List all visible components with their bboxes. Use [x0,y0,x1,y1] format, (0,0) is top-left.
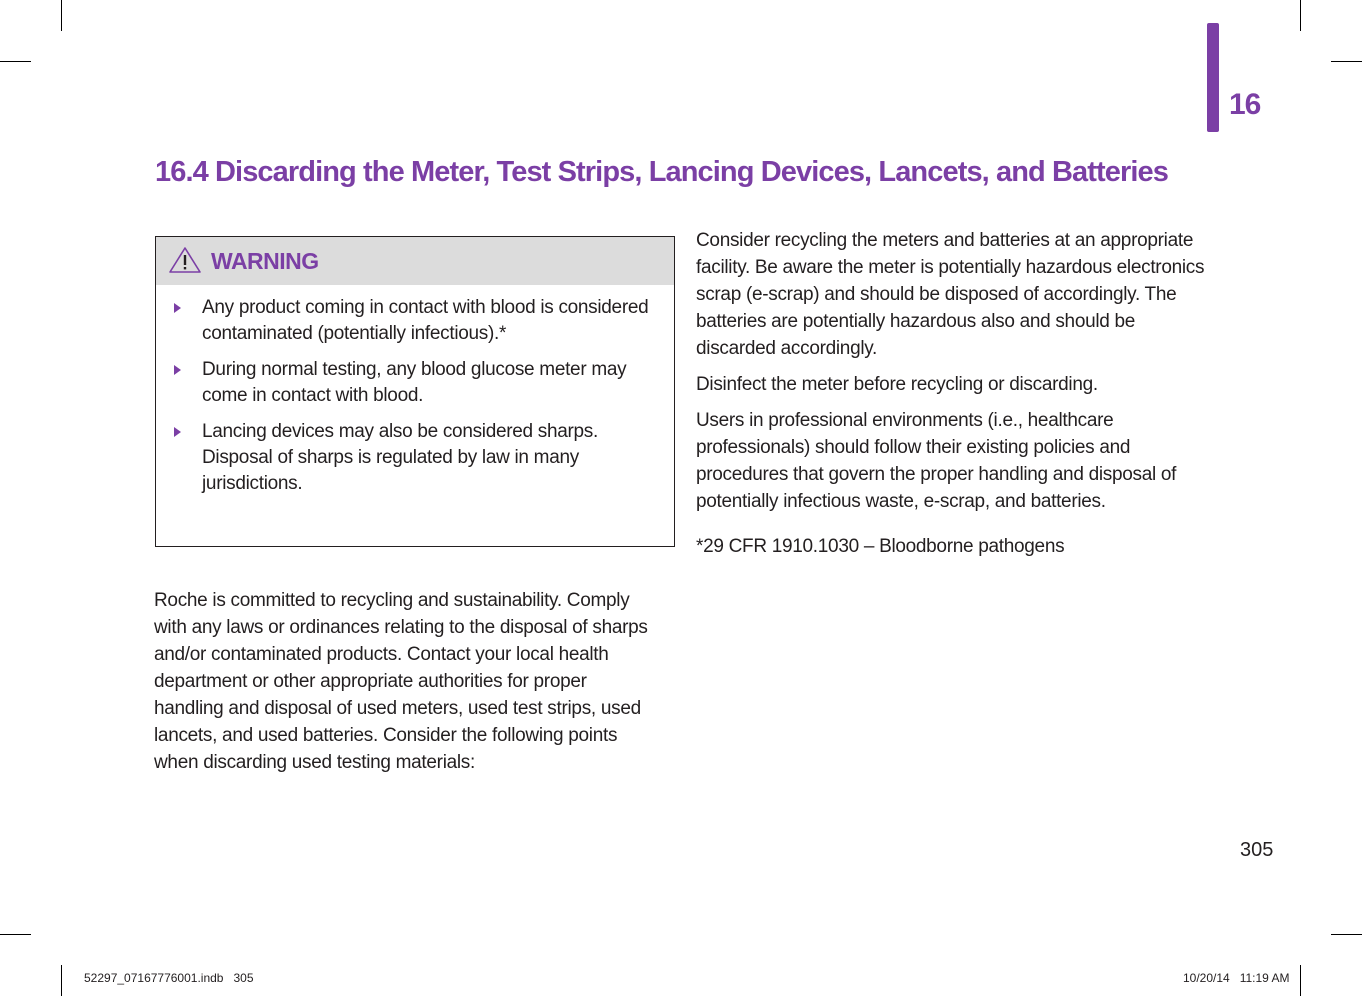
warning-title: WARNING [211,248,319,274]
page-number: 305 [1240,839,1274,861]
crop-mark [1300,965,1301,996]
list-item [156,419,674,497]
warning-header [156,237,674,285]
warning-list [156,285,674,497]
body-paragraph: Users in professional environments (i.e., healthcare professionals) should follow their existing policies and procedures that govern the proper handling and disposal of potentially infectious waste, e-scrap, and batteries. [696,410,1177,512]
crop-mark [0,934,31,935]
body-paragraph: Consider recycling the meters and batteries at an appropriate facility. Be aware the meter is potentially hazardous electronics scrap (e-scrap) and should be disposed of accordingly. The batteries are potentially hazardous also and should be discarded accordingly. [696,230,1205,359]
crop-mark [1331,934,1362,935]
bullet-arrow-icon [174,303,181,313]
crop-mark [1300,0,1301,31]
warning-item-text: Lancing devices may also be considered sharps. Disposal of sharps is regulated by law in many jurisdictions. [202,421,598,494]
crop-mark [1331,61,1362,62]
bullet-arrow-icon [174,365,181,375]
warning-item-text: Any product coming in contact with blood is considered contaminated (potentially infectious).* [202,297,649,344]
body-paragraph: Disinfect the meter before recycling or discarding. [696,374,1098,395]
section-title: 16.4 Discarding the Meter, Test Strips, Lancing Devices, Lancets, and Batteries [155,156,1169,188]
warning-triangle-icon [168,246,202,279]
list-item [156,357,674,409]
print-footer-timestamp: 10/20/14 11:19 AM [1183,971,1290,985]
print-footer-file: 52297_07167776001.indb 305 [84,971,254,985]
crop-mark [0,61,31,62]
crop-mark [61,0,62,31]
bullet-arrow-icon [174,427,181,437]
chapter-tab-bar [1207,23,1219,132]
recycling-paragraph: Roche is committed to recycling and sustainability. Comply with any laws or ordinances relating to the disposal of sharps and/or contaminated products. Contact your local health department or other appropriate authorities for proper handling and disposal of used meters, used test strips, used lancets, and used batteries. Consider the following points when discarding used testing materials: [154,590,648,773]
chapter-number: 16 [1229,88,1261,121]
list-item [156,295,674,347]
warning-box [155,236,675,547]
warning-item-text: During normal testing, any blood glucose meter may come in contact with blood. [202,359,627,406]
crop-mark [61,965,62,996]
footnote: *29 CFR 1910.1030 – Bloodborne pathogens [696,536,1065,557]
right-column [696,227,1216,569]
